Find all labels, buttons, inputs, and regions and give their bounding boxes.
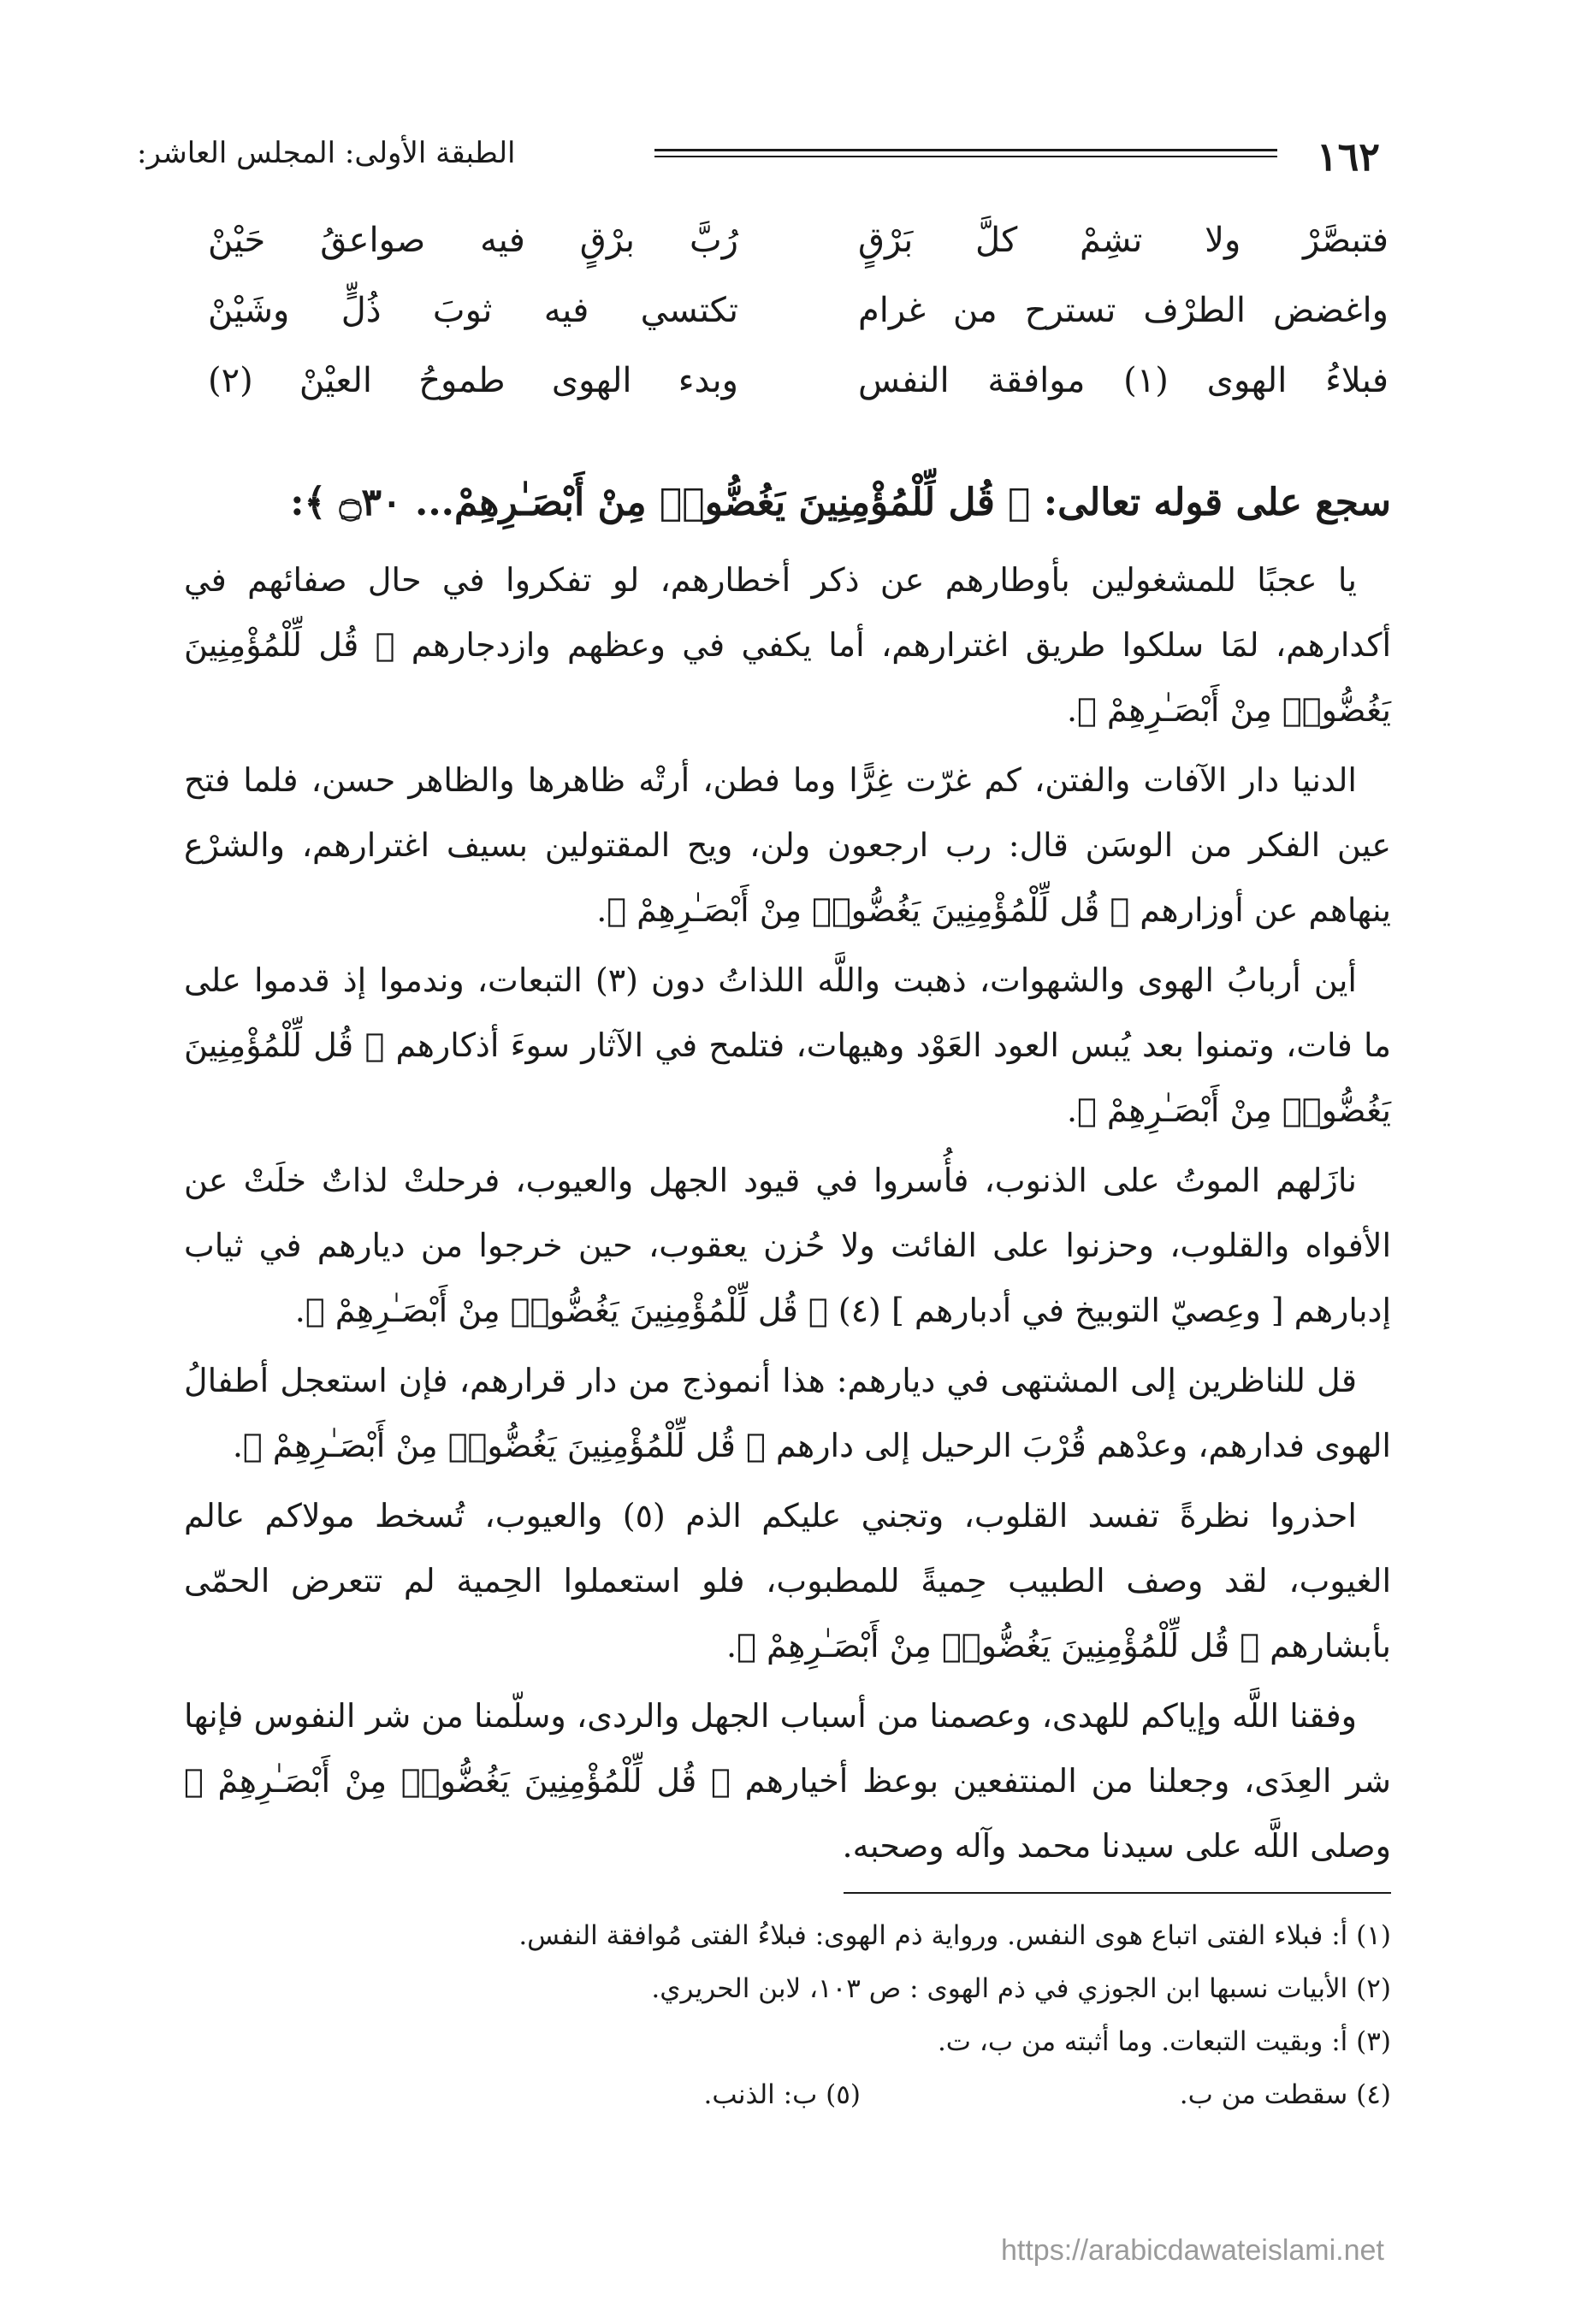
footnote: (٢) الأبيات نسبها ابن الجوزي في ذم الهوى : ص ١٠٣، لابن الحريري. xyxy=(651,1973,1391,2004)
header-rule xyxy=(654,149,1277,157)
verse-second-hemistich: رُبَّ برْقٍ فيه صواعقُ حَيْنْ xyxy=(208,221,738,260)
verse-first-hemistich: فبلاءُ الهوى (١) موافقة النفس xyxy=(858,361,1389,400)
body-text xyxy=(184,547,1391,1883)
running-header xyxy=(137,127,1380,186)
footnote: (١) أ: فبلاء الفتى اتباع هوى النفس. ورواية ذم الهوى: فبلاءُ الفتى مُوافقة النفس. xyxy=(518,1920,1391,1951)
paragraph: قل للناظرين إلى المشتهى في ديارهم: هذا أنموذج من دار قرارهم، فإن استعجل أطفالُ الهوى فدارهم، وعدْهم قُرْبَ الرحيل إلى دارهم ﴿ قُل لِّلْمُؤْمِنِينَ يَغُضُّوا۟ مِنْ أَبْصَـٰرِهِمْ ﴾. xyxy=(184,1362,1391,1464)
poem xyxy=(208,205,1389,416)
paragraph: احذروا نظرةً تفسد القلوب، وتجني عليكم الذم (٥) والعيوب، تُسخط مولاكم عالم الغيوب، لقد وصف الطبيب حِميةً للمطبوب، فلو استعملوا الحِمية لم تتعرض الحمّى بأبشارهم ﴿ قُل لِّلْمُؤْمِنِينَ يَغُضُّوا۟ مِنْ أَبْصَـٰرِهِمْ ﴾. xyxy=(184,1497,1391,1665)
section-title: الطبقة الأولى: المجلس العاشر: xyxy=(137,136,516,170)
poem-verse xyxy=(208,346,1389,416)
page-number: ١٦٢ xyxy=(1316,133,1380,180)
verse-second-hemistich: تكتسي فيه ثوبَ ذُلٍّ وشَيْنْ xyxy=(208,291,738,330)
paragraph: نازَلهم الموتُ على الذنوب، فأُسروا في قيود الجهل والعيوب، فرحلتْ لذاتٌ خلَتْ عن الأفواه والقلوب، وحزنوا على الفائت ولا حُزن يعقوب، حين خرجوا من ديارهم في ثياب إدبارهم [ وعِصيّ التوبيخ في أدبارهم ] (٤) ﴿ قُل لِّلْمُؤْمِنِينَ يَغُضُّوا۟ مِنْ أَبْصَـٰرِهِمْ ﴾. xyxy=(184,1162,1391,1329)
verse-first-hemistich: فتبصَّرْ ولا تشِمْ كلَّ بَرْقٍ xyxy=(858,221,1389,260)
footnotes xyxy=(257,1909,1391,2121)
footnote-row xyxy=(257,2068,1391,2121)
footnote: (٣) أ: وبقيت التبعات. وما أثبته من ب، ت. xyxy=(937,2026,1391,2057)
watermark-url: https://arabicdawateislami.net xyxy=(1001,2234,1384,2267)
verse-second-hemistich: وبدء الهوى طموحُ العيْنْ (٢) xyxy=(208,361,738,400)
footnote: (٤) سقطت من ب. xyxy=(1179,2079,1391,2110)
poem-verse xyxy=(208,275,1389,346)
verse-first-hemistich: واغضض الطرْف تسترح من غرام xyxy=(858,291,1389,330)
paragraph: وفقنا اللَّه وإياكم للهدى، وعصمنا من أسباب الجهل والردى، وسلّمنا من شر النفوس فإنها شر العِدَى، وجعلنا من المنتفعين بوعظ أخيارهم ﴿ قُل لِّلْمُؤْمِنِينَ يَغُضُّوا۟ مِنْ أَبْصَـٰرِهِمْ ﴾ وصلى اللَّه على سيدنا محمد وآله وصحبه. xyxy=(184,1697,1391,1865)
poem-verse xyxy=(208,205,1389,275)
footnote: (٥) ب: الذنب. xyxy=(703,2079,861,2110)
paragraph: يا عجبًا للمشغولين بأوطارهم عن ذكر أخطارهم، لو تفكروا في حال صفائهم في أكدارهم، لمَا سلكوا طريق اغترارهم، أما يكفي في وعظهم وازدجارهم ﴿ قُل لِّلْمُؤْمِنِينَ يَغُضُّوا۟ مِنْ أَبْصَـٰرِهِمْ ﴾. xyxy=(184,561,1391,729)
paragraph: الدنيا دار الآفات والفتن، كم غرّت غِرًّا وما فطن، أرتْه ظاهرها والظاهر حسن، فلما فتح عين الفكر من الوسَن قال: رب ارجعون ولن، ويح المقتولين بسيف اغترارهم، والشرْع ينهاهم عن أوزارهم ﴿ قُل لِّلْمُؤْمِنِينَ يَغُضُّوا۟ مِنْ أَبْصَـٰرِهِمْ ﴾. xyxy=(184,761,1391,929)
section-heading: سجع على قوله تعالى: ﴿ قُل لِّلْمُؤْمِنِينَ يَغُضُّوا۟ مِنْ أَبْصَـٰرِهِمْ... ۝٣٠ ﴾: xyxy=(290,481,1391,524)
footnote-rule xyxy=(844,1892,1391,1894)
paragraph: أين أربابُ الهوى والشهوات، ذهبت واللَّه اللذاتُ دون (٣) التبعات، وندموا إذ قدموا على ما فات، وتمنوا بعد يُبس العود العَوْد وهيهات، فتلمح في الآثار سوءَ أذكارهم ﴿ قُل لِّلْمُؤْمِنِينَ يَغُضُّوا۟ مِنْ أَبْصَـٰرِهِمْ ﴾. xyxy=(184,961,1391,1129)
